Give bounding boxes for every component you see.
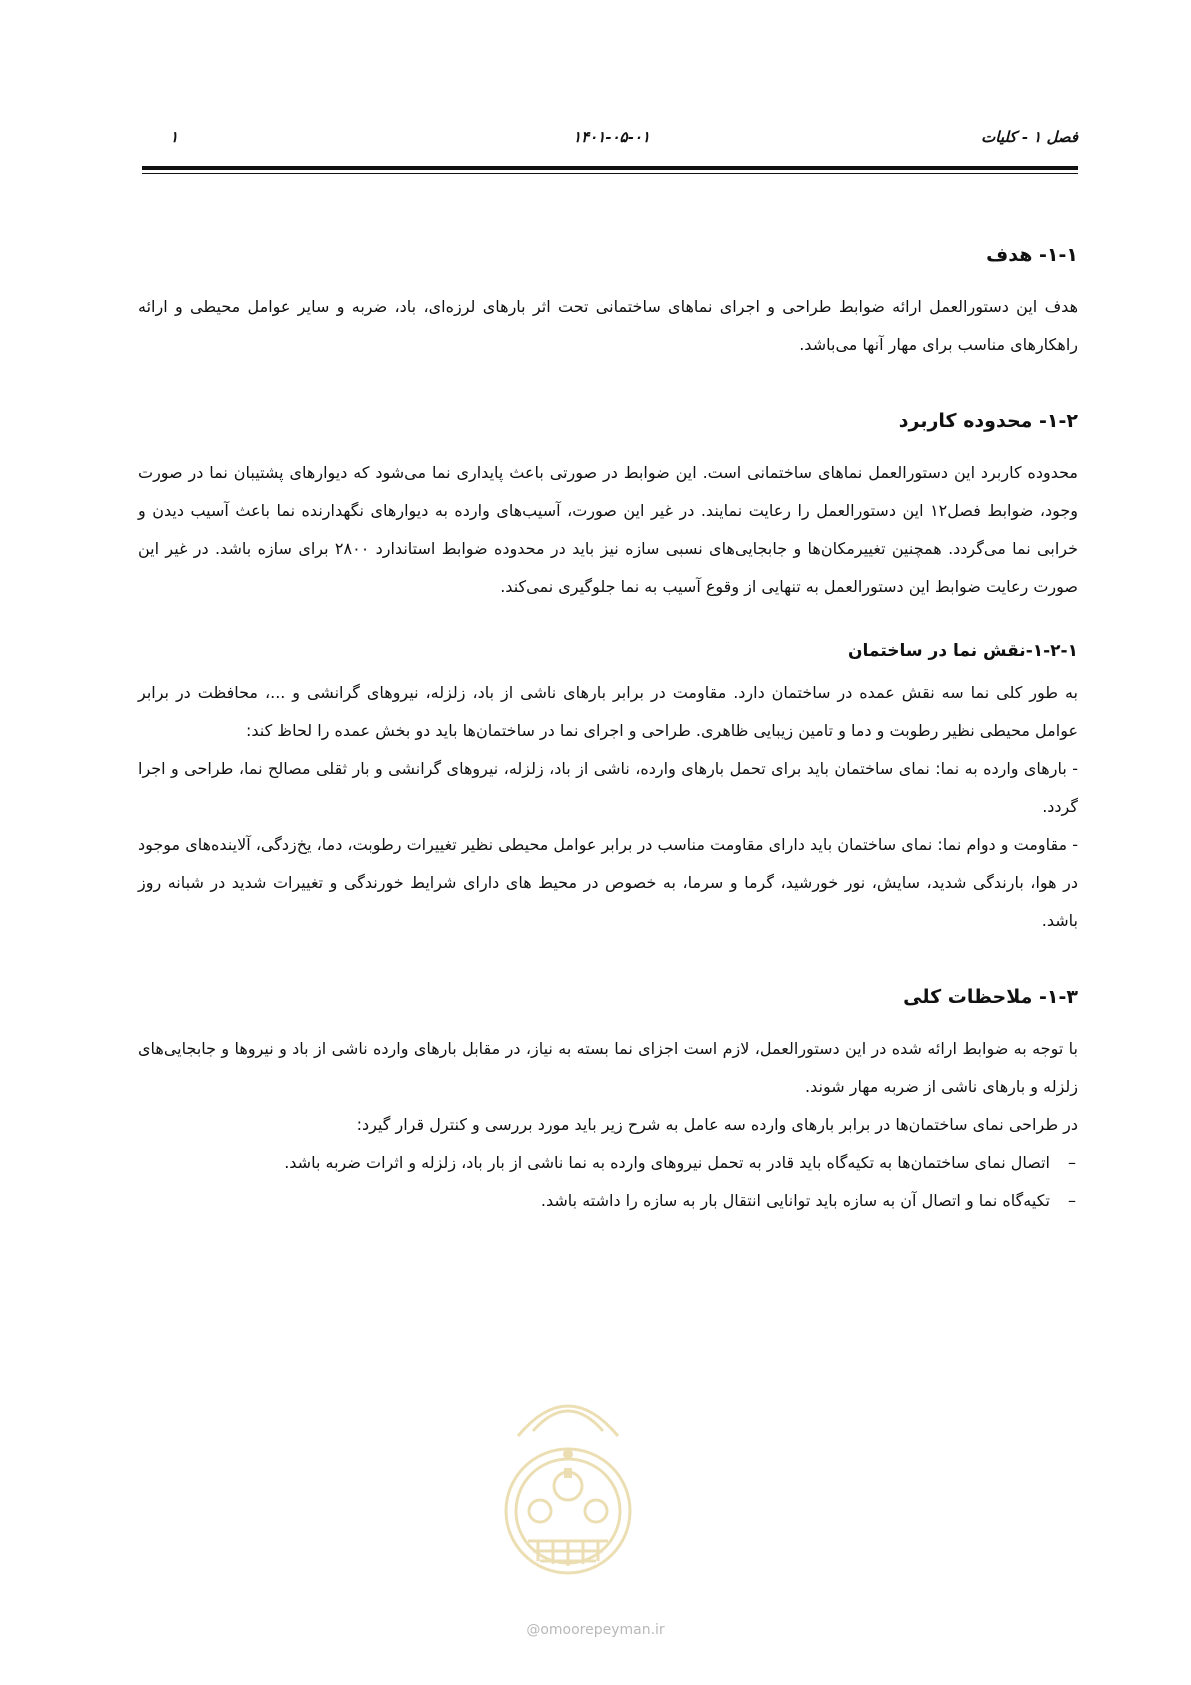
bullet-text-support: تکیه‌گاه نما و اتصال آن به سازه باید توانایی انتقال بار به سازه را داشته باشد.: [540, 1191, 1050, 1210]
chapter-title: فصل ۱ - کلیات: [981, 128, 1078, 146]
watermark-seal-icon: [478, 1376, 658, 1586]
paragraph-general-1: با توجه به ضوابط ارائه شده در این دستورالعمل، لازم است اجزای نما بسته به نیاز، در مقابل بارهای وارده ناشی از باد و نیروها و جابجایی‌های زلزله و بارهای ناشی از ضربه مهار شوند.: [138, 1039, 1078, 1096]
page-number: ۱: [170, 128, 179, 146]
paragraph-loads-item: - بارهای وارده به نما: نمای ساختمان باید برای تحمل بارهای وارده، ناشی از باد، زلزله، نیروهای گرانشی و بار ثقلی مصالح نما، طراحی و اجرا گردد.: [138, 759, 1078, 816]
header-rule-thin: [142, 173, 1078, 174]
paragraph-facade-role: به طور کلی نما سه نقش عمده در ساختمان دارد. مقاومت در برابر بارهای ناشی از باد، زلزله، نیروهای گرانشی و ...، محافظت در برابر عوامل محیطی نظیر رطوبت و دما و تامین زیبایی ظاهری. طراحی و اجرای نما در ساختمان‌ها باید دو بخش عمده را لحاظ کند:: [138, 683, 1078, 740]
document-date: ۱۴۰۱-۰۵-۰۱: [573, 128, 650, 146]
paragraph-general-2: در طراحی نمای ساختمان‌ها در برابر بارهای وارده سه عامل به شرح زیر باید مورد بررسی و کنترل قرار گیرد:: [356, 1115, 1078, 1134]
watermark-site-text: @omoorepeyman.ir: [526, 1622, 665, 1638]
section-heading-scope: ۱-۲- محدوده کاربرد: [898, 410, 1078, 432]
bullet-text-connection: اتصال نمای ساختمان‌ها به تکیه‌گاه باید قادر به تحمل نیروهای وارده به نما ناشی از بار باد، زلزله و اثرات ضربه باشد.: [284, 1153, 1050, 1172]
page-body: [138, 240, 1078, 1220]
list-item: [138, 1144, 1078, 1182]
bullet-dash: –: [1068, 1153, 1076, 1172]
paragraph-durability-item: - مقاومت و دوام نما: نمای ساختمان باید دارای مقاومت مناسب در برابر عوامل محیطی نظیر تغییرات رطوبت، دما، یخ‌زدگی، آلاینده‌های موجود در هوا، بارندگی شدید، سایش، نور خورشید، گرما و سرما، به خصوص در محیط های دارای شرایط خورندگی و تغییرات شدید در شبانه روز باشد.: [138, 835, 1078, 930]
section-heading-general-considerations: ۱-۳- ملاحظات کلی: [903, 986, 1078, 1008]
page-header: [145, 128, 1078, 152]
paragraph-scope: محدوده کاربرد این دستورالعمل نماهای ساختمانی است. این ضوابط در صورتی باعث پایداری نما می‌شود که دیوارهای پشتیبان نما در صورت وجود، ضوابط فصل۱۲ این دستورالعمل را رعایت نمایند. در غیر این صورت، آسیب‌های وارده به دیوارهای نگهدارنده نما باعث آسیب دیدن و خرابی نما می‌گردد. همچنین تغییرمکان‌ها و جابجایی‌های نسبی سازه نیز باید در محدوده ضوابط استاندارد ۲۸۰۰ برای سازه باشد. در غیر این صورت رعایت ضوابط این دستورالعمل به تنهایی از وقوع آسیب به نما جلوگیری نمی‌کند.: [138, 463, 1079, 596]
list-item: [138, 1182, 1078, 1220]
header-rule-thick: [142, 166, 1078, 170]
bullet-dash: –: [1068, 1191, 1076, 1210]
section-heading-objective: ۱-۱- هدف: [986, 244, 1078, 266]
subsection-heading-facade-role: ۱-۲-۱-نقش نما در ساختمان: [848, 641, 1078, 661]
paragraph-objective: هدف این دستورالعمل ارائه ضوابط طراحی و اجرای نماهای ساختمانی تحت اثر بارهای لرزه‌ای، باد، ضربه و سایر عوامل محیطی و ارائه راهکارهای مناسب برای مهار آنها می‌باشد.: [138, 297, 1078, 354]
